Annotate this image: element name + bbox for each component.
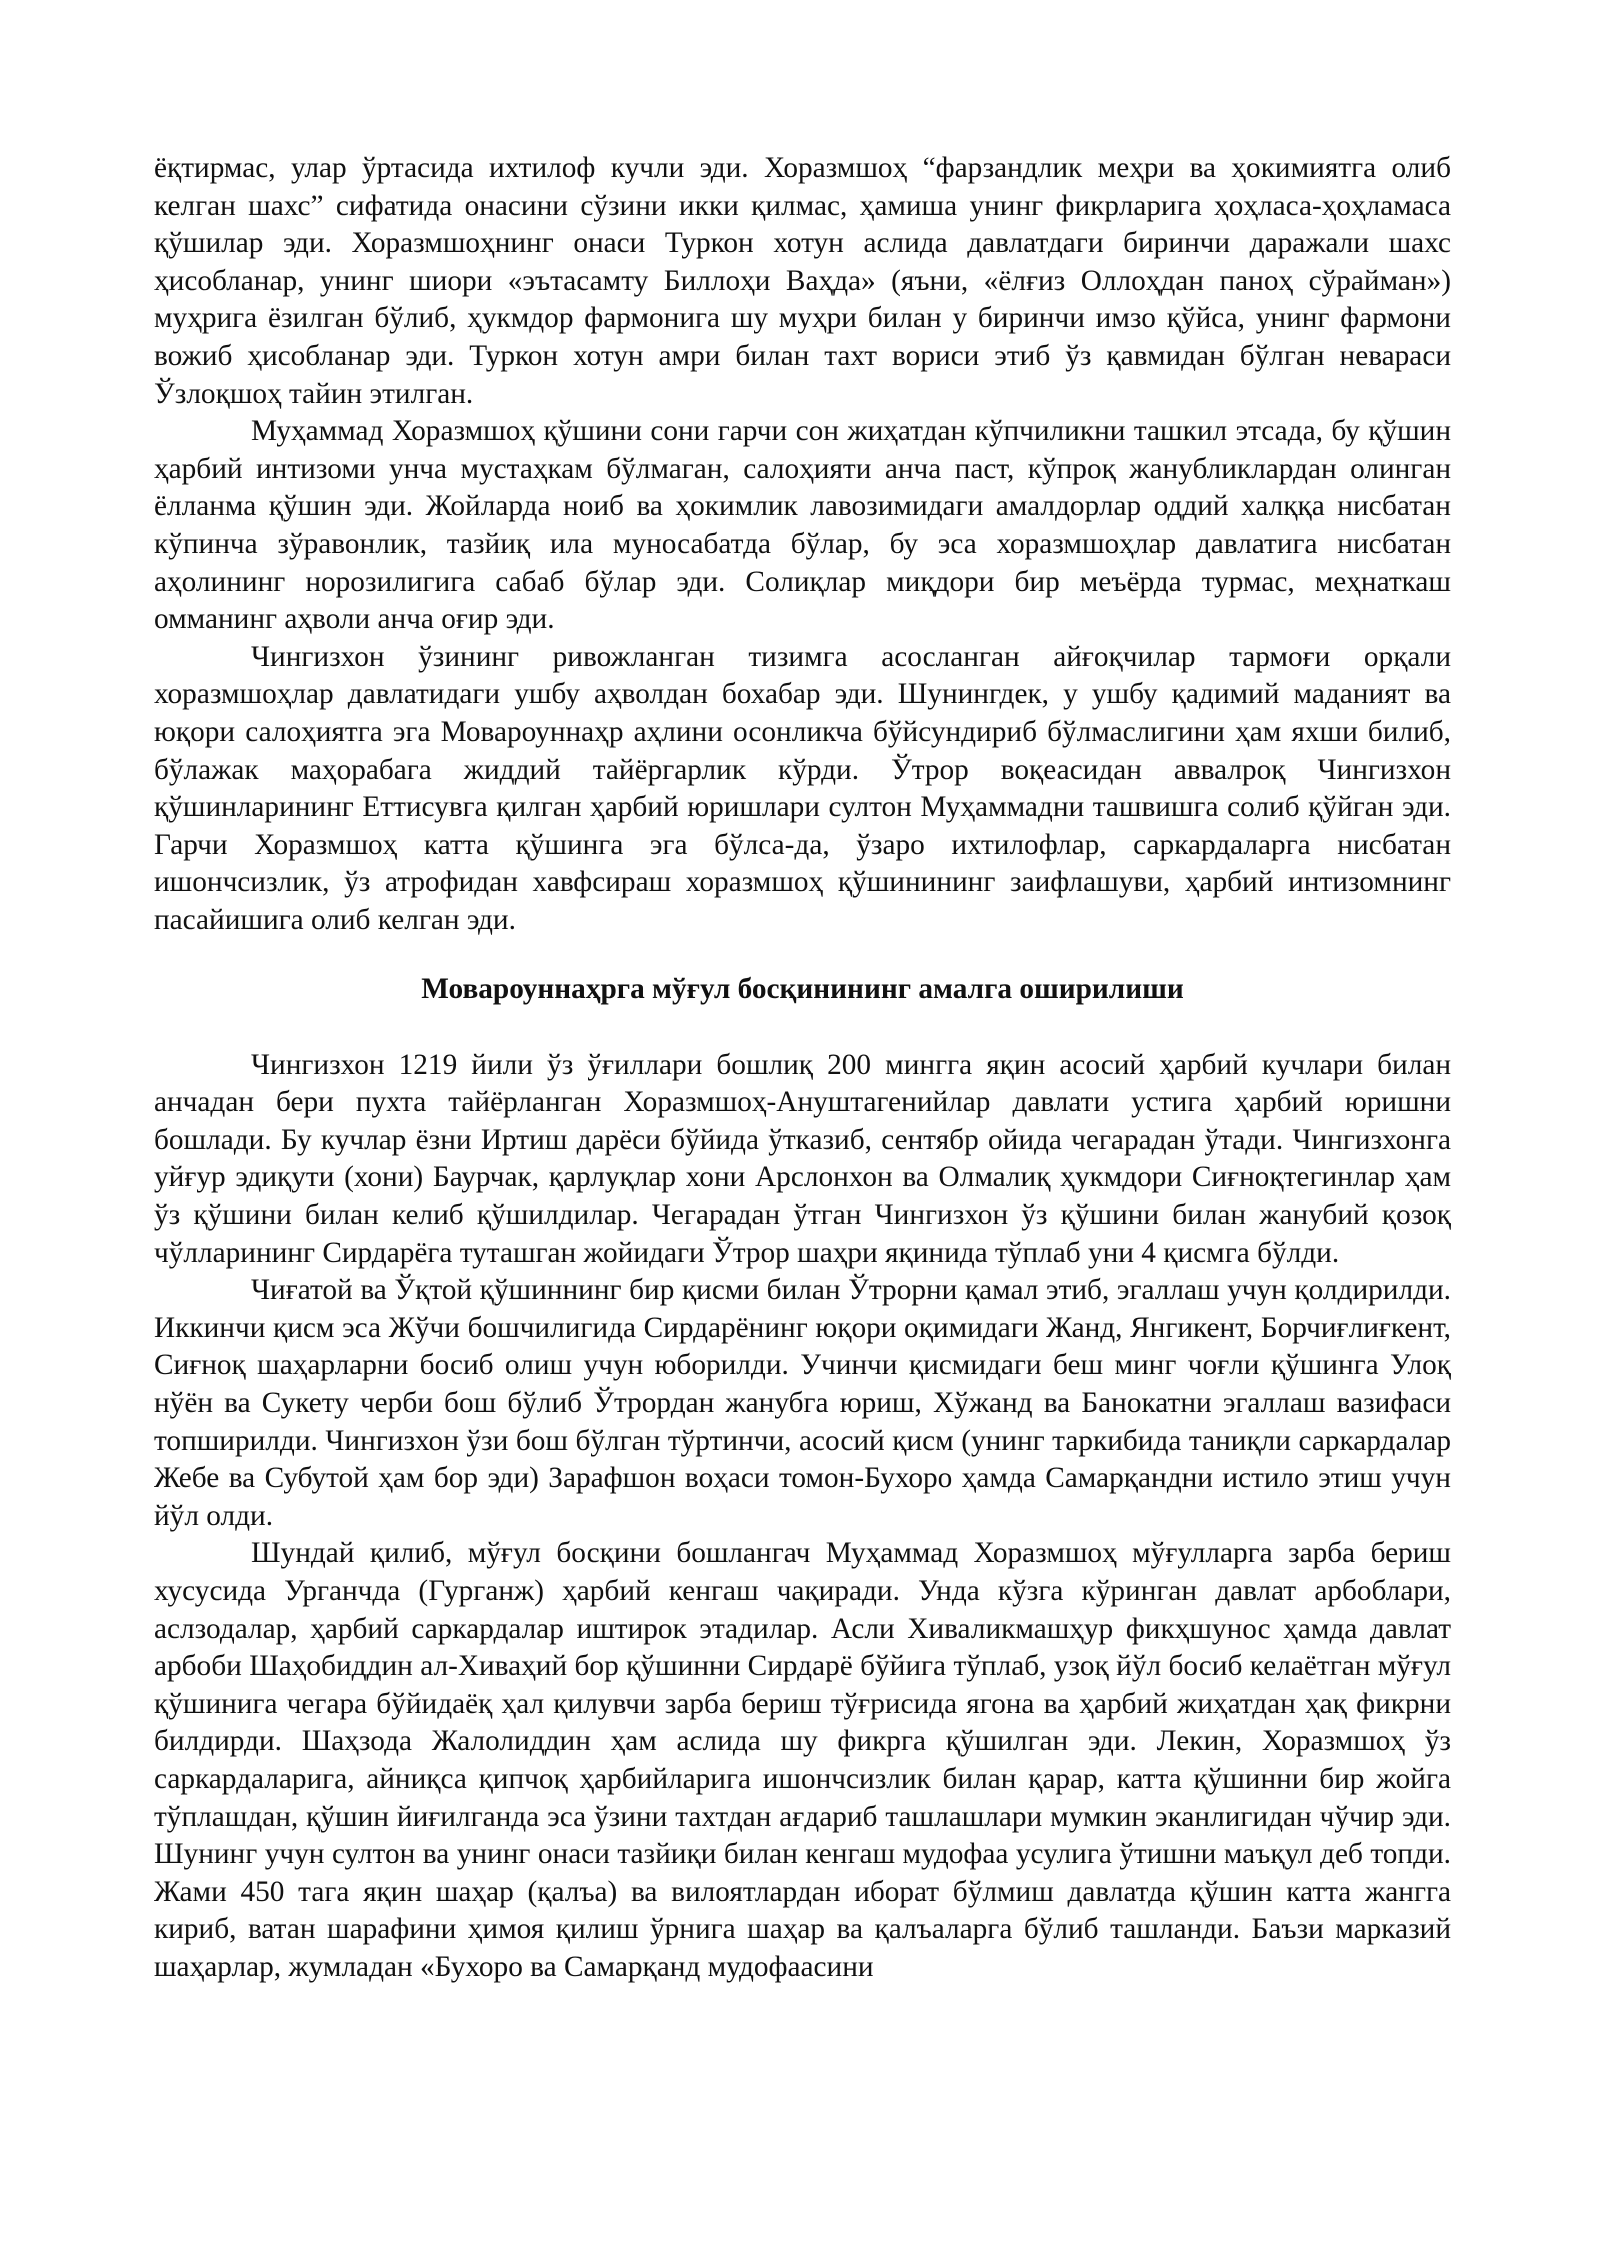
paragraph-1: ёқтирмас, улар ўртасида ихтилоф кучли эди. Хоразмшоҳ “фарзандлик меҳри ва ҳокимиятга олиб келган шахс” сифатида онасини сўзини икки қилмас, ҳамиша унинг фикрларига ҳоҳласа-ҳоҳламаса қўшилар эди. Хоразмшоҳнинг онаси Туркон хотун аслида давлатдаги биринчи даражали шахс ҳисобланар, унинг шиори «эътасамту Биллоҳи Ваҳда» (яъни, «ёлғиз Оллоҳдан паноҳ сўрайман») муҳрига ёзилган бўлиб, ҳукмдор фармонига шу муҳри билан у биринчи имзо қўйса, унинг фармони вожиб ҳисобланар эди. Туркон хотун амри билан тахт вориси этиб ўз қавмидан бўлган невараси Ўзлоқшоҳ тайин этилган. — [154, 152, 1451, 410]
paragraph-4: Чингизхон 1219 йили ўз ўғиллари бошлиқ 200 мингга яқин асосий ҳарбий кучлари билан анчадан бери пухта тайёрланган Хоразмшоҳ-Ануштагенийлар давлати устига ҳарбий юришни бошлади. Бу кучлар ёзни Иртиш дарёси бўйида ўтказиб, сентябр ойида чегарадан ўтади. Чингизхонга уйғур эдиқути (хони) Баурчак, қарлуқлар хони Арслонхон ва Олмалиқ ҳукмдори Сиғноқтегинлар ҳам ўз қўшини билан келиб қўшилдилар. Чегарадан ўтган Чингизхон ўз қўшини билан жанубий қозоқ чўлларининг Сирдарёга туташган жойидаги Ўтрор шаҳри яқинида тўплаб уни 4 қисмга бўлди. — [154, 1048, 1451, 1269]
paragraph-2: Муҳаммад Хоразмшоҳ қўшини сони гарчи сон жиҳатдан кўпчиликни ташкил этсада, бу қўшин ҳарбий интизоми унча мустаҳкам бўлмаган, салоҳияти анча паст, кўпроқ жанубликлардан олинган ёлланма қўшин эди. Жойларда ноиб ва ҳокимлик лавозимидаги амалдорлар оддий халққа нисбатан кўпинча зўравонлик, тазйиқ ила муносабатда бўлар, бу эса хоразмшоҳлар давлатига нисбатан аҳолининг норозилигига сабаб бўлар эди. Солиқлар миқдори бир меъёрда турмас, меҳнаткаш омманинг аҳволи анча оғир эди. — [154, 415, 1451, 636]
section-spacer — [154, 1009, 1451, 1047]
paragraph-6: Шундай қилиб, мўғул босқини бошлангач Муҳаммад Хоразмшоҳ мўғулларга зарба бериш хусусида Урганчда (Гурганж) ҳарбий кенгаш чақиради. Унда кўзга кўринган давлат арбоблари, аслзодалар, ҳарбий саркардалар иштирок этадилар. Асли Хиваликмашҳур фикҳшунос ҳамда давлат арбоби Шаҳобиддин ал-Хиваҳий бор қўшинни Сирдарё бўйига тўплаб, узоқ йўл босиб келаётган мўғул қўшинига чегара бўйидаёқ ҳал қилувчи зарба бериш тўғрисида ягона ва ҳарбий жиҳатдан ҳақ фикрни билдирди. Шаҳзода Жалолиддин ҳам аслида шу фикрга қўшилган эди. Лекин, Хоразмшоҳ ўз саркардаларига, айниқса қипчоқ ҳарбийларига ишончсизлик билан қарар, катта қўшинни бир жойга тўплашдан, қўшин йиғилганда эса ўзини тахтдан ағдариб ташлашлари мумкин эканлигидан чўчир эди. Шунинг учун султон ва унинг онаси тазйиқи билан кенгаш мудофаа усулига ўтишни маъқул деб топди. Жами 450 тага яқин шаҳар (қалъа) ва вилоятлардан иборат бўлмиш давлатда қўшин катта жангга кириб, ватан шарафини ҳимоя қилиш ўрнига шаҳар ва қалъаларга бўлиб ташланди. Баъзи марказий шаҳарлар, жумладан «Бухоро ва Самарқанд мудофаасини — [154, 1537, 1451, 1983]
document-page — [154, 150, 1451, 1987]
section-heading: Мовароуннаҳрга мўғул босқинининг амалга оширилиши — [421, 973, 1184, 1006]
paragraph-3: Чингизхон ўзининг ривожланган тизимга асосланган айғоқчилар тармоғи орқали хоразмшоҳлар давлатидаги ушбу аҳволдан бохабар эди. Шунингдек, у ушбу қадимий маданият ва юқори салоҳиятга эга Мовароуннаҳр аҳлини осонликча бўйсундириб бўлмаслигини ҳам яхши билиб, бўлажак маҳорабага жиддий тайёргарлик кўрди. Ўтрор воқеасидан аввалроқ Чингизхон қўшинларининг Еттисувга қилган ҳарбий юришлари султон Муҳаммадни ташвишга солиб қўйган эди. Гарчи Хоразмшоҳ катта қўшинга эга бўлса-да, ўзаро ихтилофлар, саркардаларга нисбатан ишончсизлик, ўз атрофидан хавфсираш хоразмшоҳ қўшинининг заифлашуви, ҳарбий интизомнинг пасайишига олиб келган эди. — [154, 640, 1451, 936]
paragraph-5: Чиғатой ва Ўқтой қўшиннинг бир қисми билан Ўтрорни қамал этиб, эгаллаш учун қолдирилди. Иккинчи қисм эса Жўчи бошчилигида Сирдарёнинг юқори оқимидаги Жанд, Янгикент, Борчиғлиғкент, Сиғноқ шаҳарларни босиб олиш учун юборилди. Учинчи қисмидаги беш минг чоғли қўшинга Улоқ нўён ва Сукету черби бош бўлиб Ўтрордан жанубга юриш, Хўжанд ва Банокатни эгаллаш вазифаси топширилди. Чингизхон ўзи бош бўлган тўртинчи, асосий қисм (унинг таркибида таниқли саркардалар Жебе ва Субутой ҳам бор эди) Зарафшон воҳаси томон-Бухоро ҳамда Самарқандни истило этиш учун йўл олди. — [154, 1274, 1451, 1532]
